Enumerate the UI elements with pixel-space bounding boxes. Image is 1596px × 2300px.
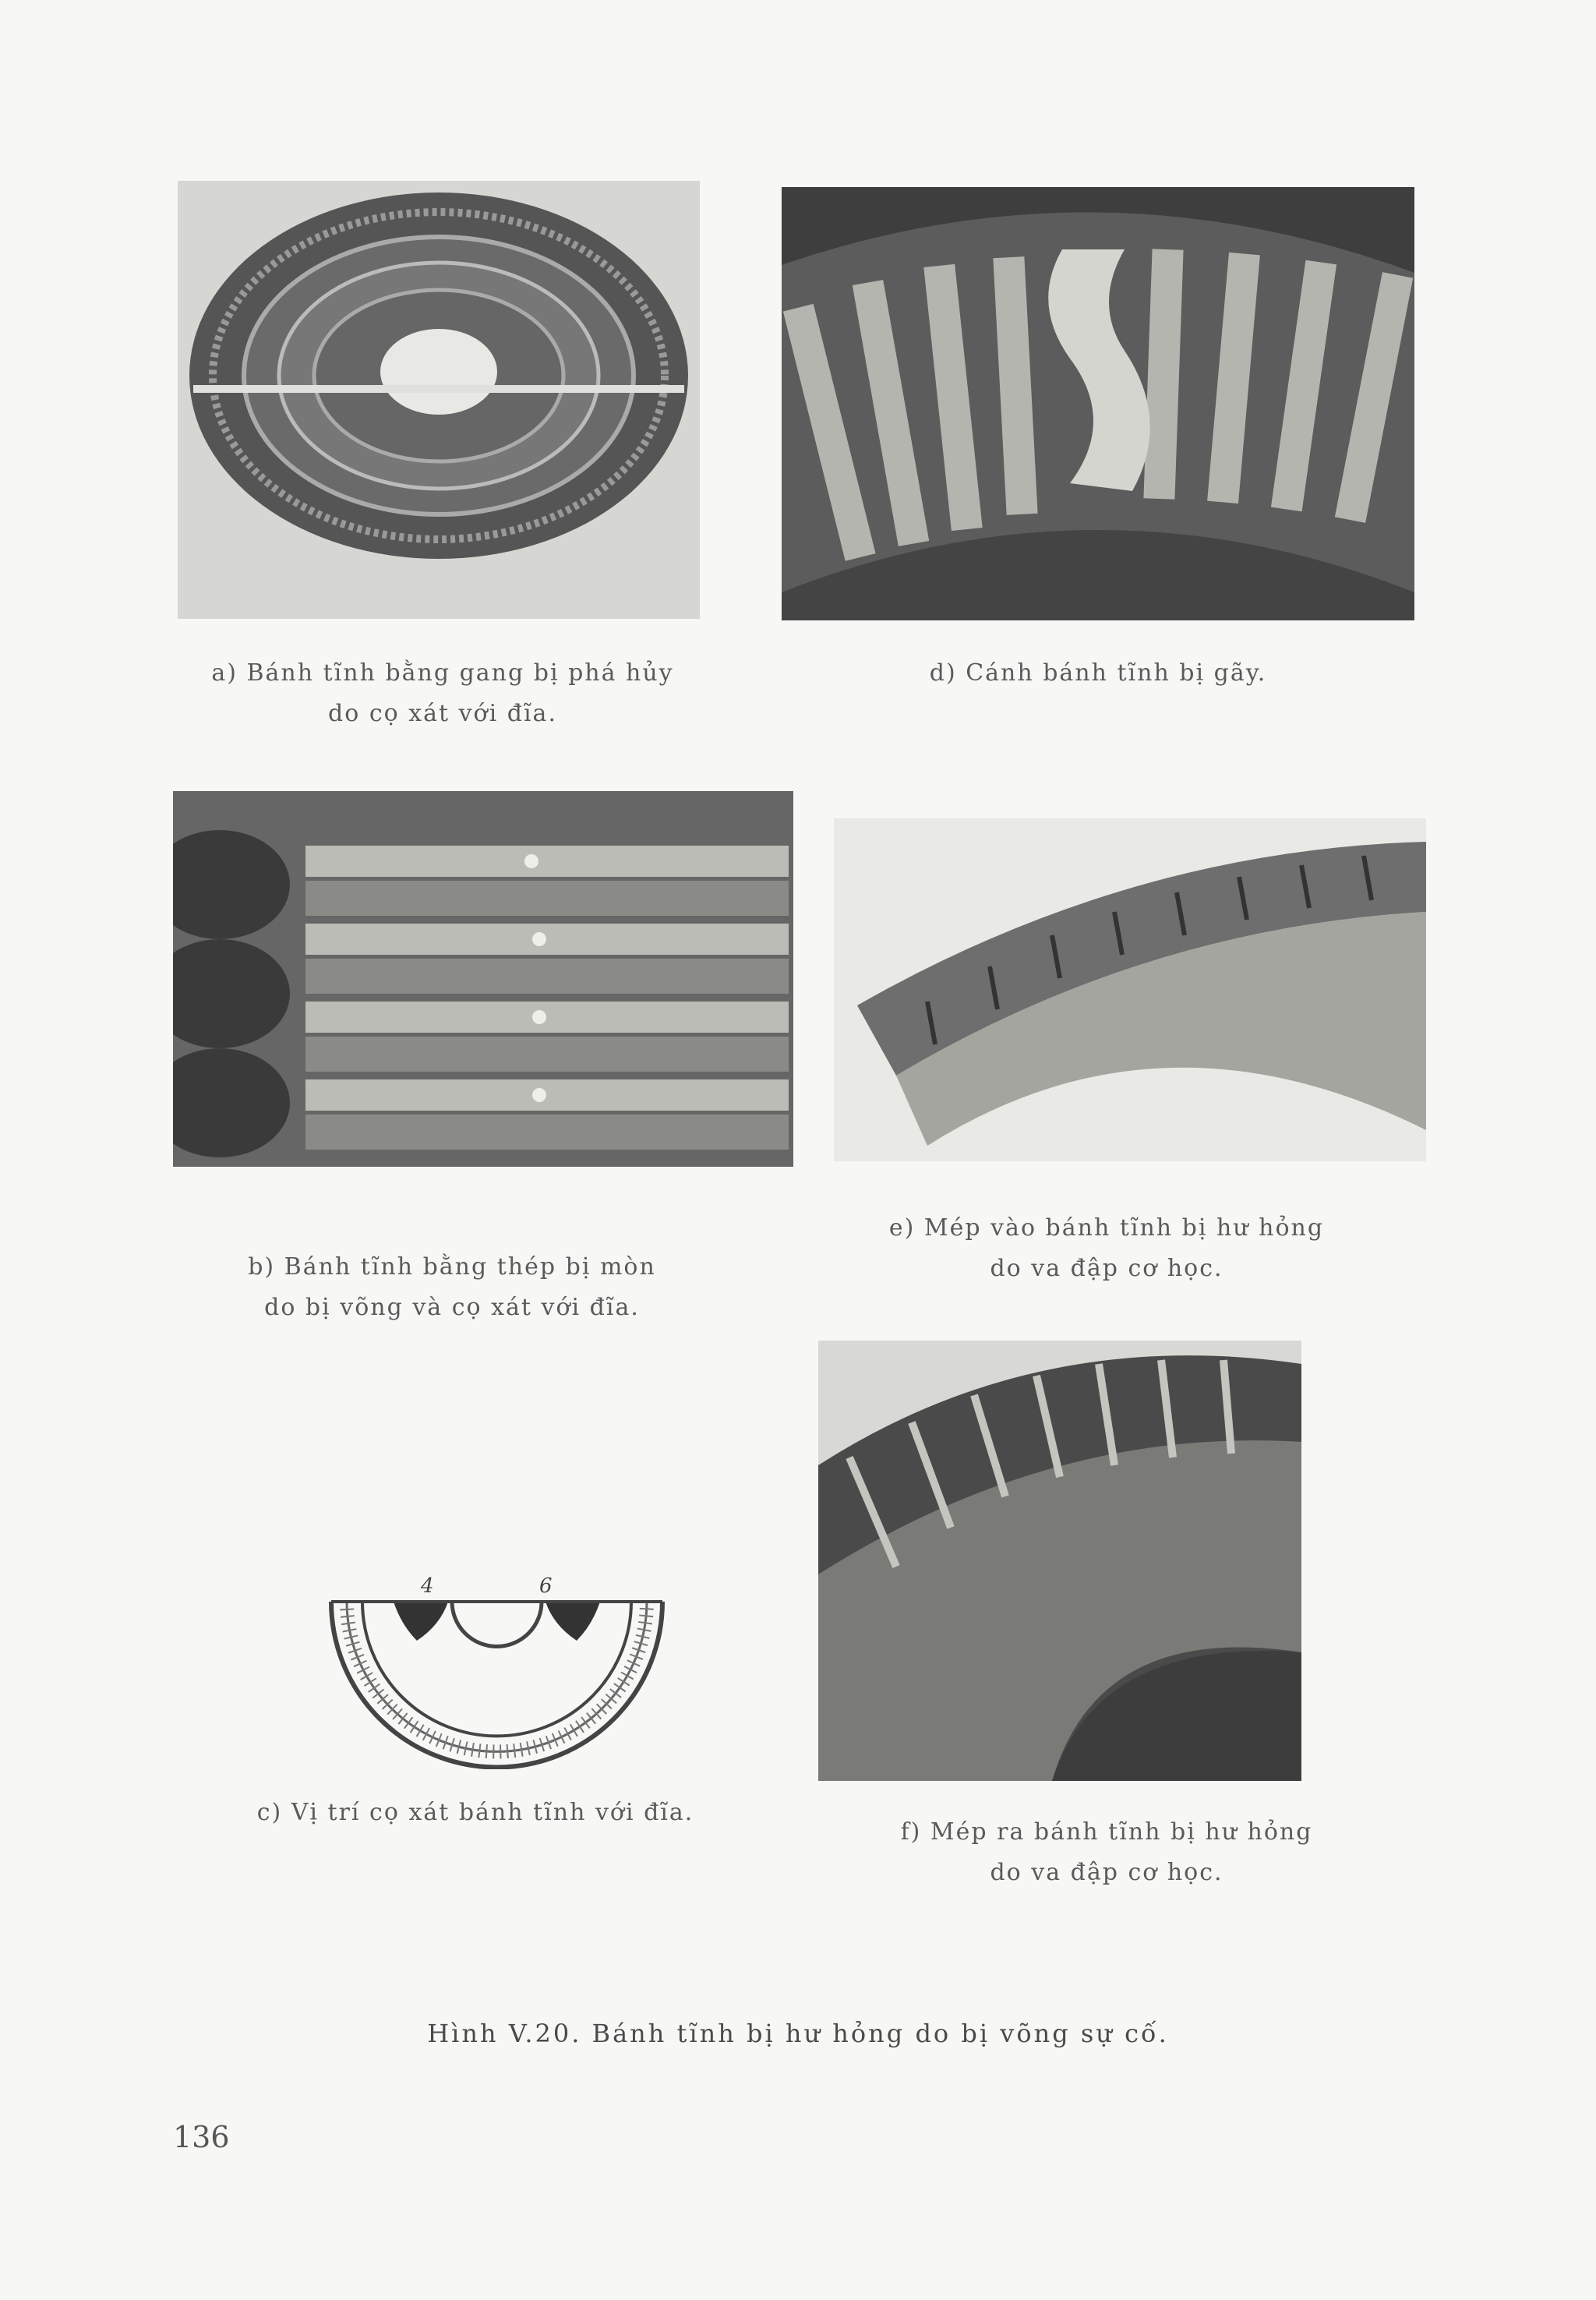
rub-position-diagram bbox=[323, 1570, 670, 1769]
caption-b-line2: do bị võng và cọ xát với đĩa. bbox=[264, 1294, 640, 1321]
page-number: 136 bbox=[173, 2120, 230, 2154]
caption-c-line1: c) Vị trí cọ xát bánh tĩnh với đĩa. bbox=[256, 1799, 694, 1826]
caption-e-line1: e) Mép vào bánh tĩnh bị hư hỏng bbox=[888, 1214, 1325, 1242]
broken-blades-photo bbox=[782, 187, 1414, 620]
figure-title: Hình V.20. Bánh tĩnh bị hư hỏng do bị võng sự cố. bbox=[427, 2019, 1169, 2048]
label-4: 4 bbox=[421, 1574, 434, 1598]
caption-a-line1: a) Bánh tĩnh bằng gang bị phá hủy bbox=[211, 659, 674, 687]
label-6: 6 bbox=[539, 1574, 553, 1598]
caption-a bbox=[178, 653, 708, 734]
caption-d bbox=[782, 653, 1414, 694]
caption-b-line1: b) Bánh tĩnh bằng thép bị mòn bbox=[248, 1253, 656, 1281]
caption-d-line1: d) Cánh bánh tĩnh bị gãy. bbox=[929, 659, 1267, 687]
caption-e bbox=[818, 1208, 1395, 1289]
inlet-edge-photo bbox=[834, 818, 1426, 1161]
caption-c bbox=[187, 1793, 764, 1833]
caption-e-line2: do va đập cơ học. bbox=[990, 1255, 1223, 1282]
caption-a-line2: do cọ xát với đĩa. bbox=[328, 700, 557, 727]
stator-disc-photo bbox=[178, 181, 700, 619]
caption-b bbox=[187, 1247, 717, 1328]
caption-f-line1: f) Mép ra bánh tĩnh bị hư hỏng bbox=[900, 1818, 1313, 1846]
caption-f-line2: do va đập cơ học. bbox=[990, 1859, 1223, 1886]
caption-f bbox=[818, 1812, 1395, 1893]
outlet-edge-photo bbox=[818, 1341, 1301, 1781]
steel-stator-photo bbox=[173, 791, 793, 1167]
